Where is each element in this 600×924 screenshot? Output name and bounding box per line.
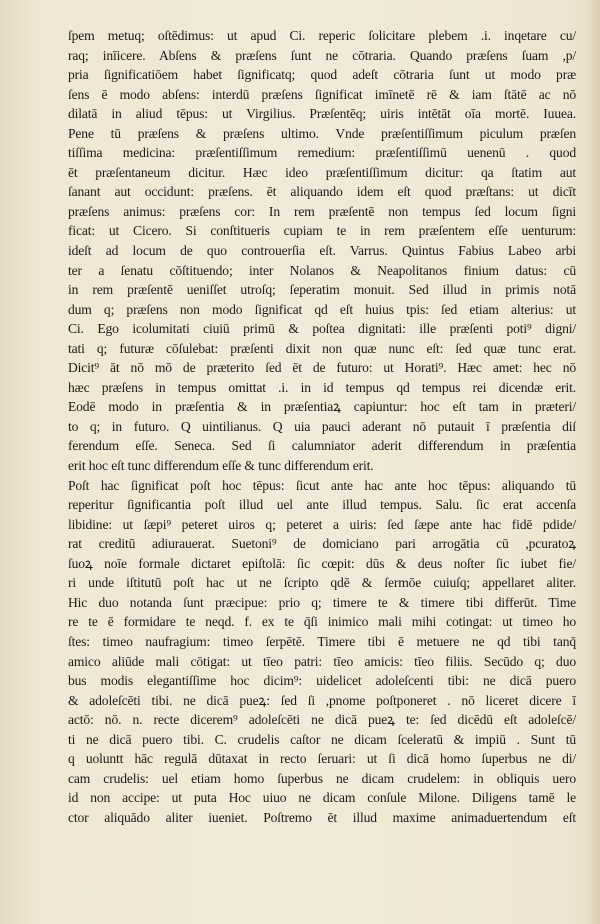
text-line: in rem præſentē ueniſſet utroſq; ſeperatim monuit. Sed illud in primis notā xyxy=(68,282,576,298)
text-line: dum q; præſens non modo ſignificat qd eſt huius tpis: ſed etiam alterius: ut xyxy=(68,301,576,317)
text-line: erit hoc eſt tunc differendum eſſe & tunc differendum erit. xyxy=(68,458,374,474)
text-line: Ci. Ego icolumitati ciuiū primū & poſtea dignitati: ille præſenti poti⁹ digni/ xyxy=(68,321,576,337)
text-line: tiſſima medicina: præſentiſſimum remedium: præſentiſſimū uenenū . quod xyxy=(68,145,576,161)
text-line: ideſt ad locum de quo controuerſia eſt. Varrus. Quintus Fabius Labeo arbi xyxy=(68,243,576,259)
text-line: Pene tū præſens & præſens ultimo. Vnde præſentiſſimum piculum præſen xyxy=(68,125,576,141)
text-line: re te ē formidare te neqd. f. ex te q̄ſi inimico mali mihi cotingat: ut timeo ho xyxy=(68,614,576,630)
text-line: ti ne dicā puero tibi. C. crudelis caſtor ne dicam ſceleratū & impiū . Sunt tū xyxy=(68,731,576,747)
text-line: tati q; futuræ cōſulebat: præſenti dixit non quæ nunc eſt: ſed quæ tunc erat. xyxy=(68,340,576,356)
text-line: & adoleſcēti tibi. ne dicā pueꝝ: ſed ſi ,pnome poſtponeret . nō liceret dicere ī xyxy=(68,692,576,708)
text-line: Hic duo notanda ſunt præcipue: prio q; timere te & timere tibi differūt. Time xyxy=(68,594,576,610)
page-edge-shading xyxy=(586,0,600,924)
text-line: ſpem metuq; oſtēdimus: ut apud Ci. reperic ſolicitare plebem .i. inqetare cu/ xyxy=(68,28,576,43)
text-line: pria ſignificatiōem habet ſignificatq; quod adeſt cōtraria ſunt ut modo præ xyxy=(68,67,576,83)
text-line: amico aliūde mali cōtigat: ut tīeo patri: tīeo amicis: tīeo filiis. Secūdo q; duo xyxy=(68,653,576,669)
text-line: to q; in futuro. Q uintilianus. Q uia pauci aderant nō putauit ī præſentia diſ xyxy=(68,418,576,434)
text-line: ſens ē modo abſens: interdū præſens ſignificat imīnetē rē & iam ſtātē ac nō xyxy=(68,86,576,102)
text-line: cam crudelis: uel etiam homo ſuperbus ne dicam crudelem: in obliquis uero xyxy=(68,770,576,786)
text-line: ſuoꝝ noīe formale dictaret epiſtolā: ſic cœpit: dūs & deus noſter ſic iubet fie/ xyxy=(68,555,576,571)
text-line: bus modis elegantiſſime hoc dicim⁹: uidelicet adoleſcenti tibi: ne dicā puero xyxy=(68,673,576,689)
text-line: ficat: ut Cicero. Si conſtitueris cupiam te in rem præſentem eſſe uenturum: xyxy=(68,223,576,239)
text-line: libidine: ut ſæpi⁹ peteret uiros q; peteret a uiris: ſed ſæpe ante hac fidē pdide/ xyxy=(68,516,576,532)
text-line: rat creditū adiurauerat. Suetoni⁹ de domiciano pari arrogātia cū ,pcuratoꝝ xyxy=(68,536,576,552)
text-line: ēt præſentaneum dicitur. Hæc ideo præſentiſſimum dicitur: qa ſtatim aut xyxy=(68,164,576,180)
text-line: ſanant aut occidunt: præſens. ēt aliquando idem eſt quod præſtans: ut dicīt xyxy=(68,184,576,200)
text-line: ferendum eſſe. Seneca. Sed ſi calumniator aderit differendum in præſentia xyxy=(68,438,576,454)
text-line: ter a ſenatu cōſtituendo; inter Nolanos & Neapolitanos finium datus: cū xyxy=(68,262,576,278)
text-line: raq; inīicere. Abſens & præſens ſunt ne cōtraria. Quando præſens ſuam ,p/ xyxy=(68,47,576,63)
text-line: id non accipe: ut puta Hoc uiuo ne dicam conſule Milone. Diligens tamē le xyxy=(68,790,576,806)
text-line: ri unde iſtitutū poſt hac ut ne ſcripto qdē & ſermōe cuiuſq; appellaret aliter. xyxy=(68,575,576,591)
text-line: q uoluntt hāc regulā dūtaxat in recto ſeruari: ut ſi dicā homo ſuperbus ne di/ xyxy=(68,751,576,767)
text-block xyxy=(68,26,576,827)
text-line: Poſt hac ſignificat poſt hoc tēpus: ſicut ante hac ante hoc tēpus: aliquando tū xyxy=(68,477,576,493)
text-line: hæc præſens in tempus omittat .i. in id tempus qd tempus rei dicendæ erit. xyxy=(68,379,576,395)
text-line: ctor aliquādo aliter iueniet. Poſtremo ēt illud maxime animaduertendum eſt xyxy=(68,809,576,825)
text-line: ſtes: timeo naufragium: timeo ſerpētē. Timere tibi ē metuere ne qd tibi tanq̄ xyxy=(68,633,576,649)
text-line: reperitur ſignificantia poſt illud uel ante illud tempus. Salu. ſic erat accenſa xyxy=(68,497,576,513)
text-line: præſens animus: præſens cor: In rem præſentē non tempus ſed locum ſigni xyxy=(68,203,576,219)
text-line: dilatā in aliud tēpus: ut Virgilius. Præſentēq; uiris intētāt oīa mortē. Iuuea. xyxy=(68,106,576,122)
text-line: Eodē modo in præſentia & in præſentiaꝝ capiuntur: hoc eſt tam in præteri/ xyxy=(68,399,576,415)
text-line: Dicit⁹ āt nō mō de præterito ſed ēt de futuro: ut Horati⁹. Hæc amet: hec nō xyxy=(68,360,576,376)
text-line: actō: nō. n. recte dicerem⁹ adoleſcēti ne dicā pueꝝ te: ſed dicēdū eſt adoleſcē/ xyxy=(68,712,576,728)
